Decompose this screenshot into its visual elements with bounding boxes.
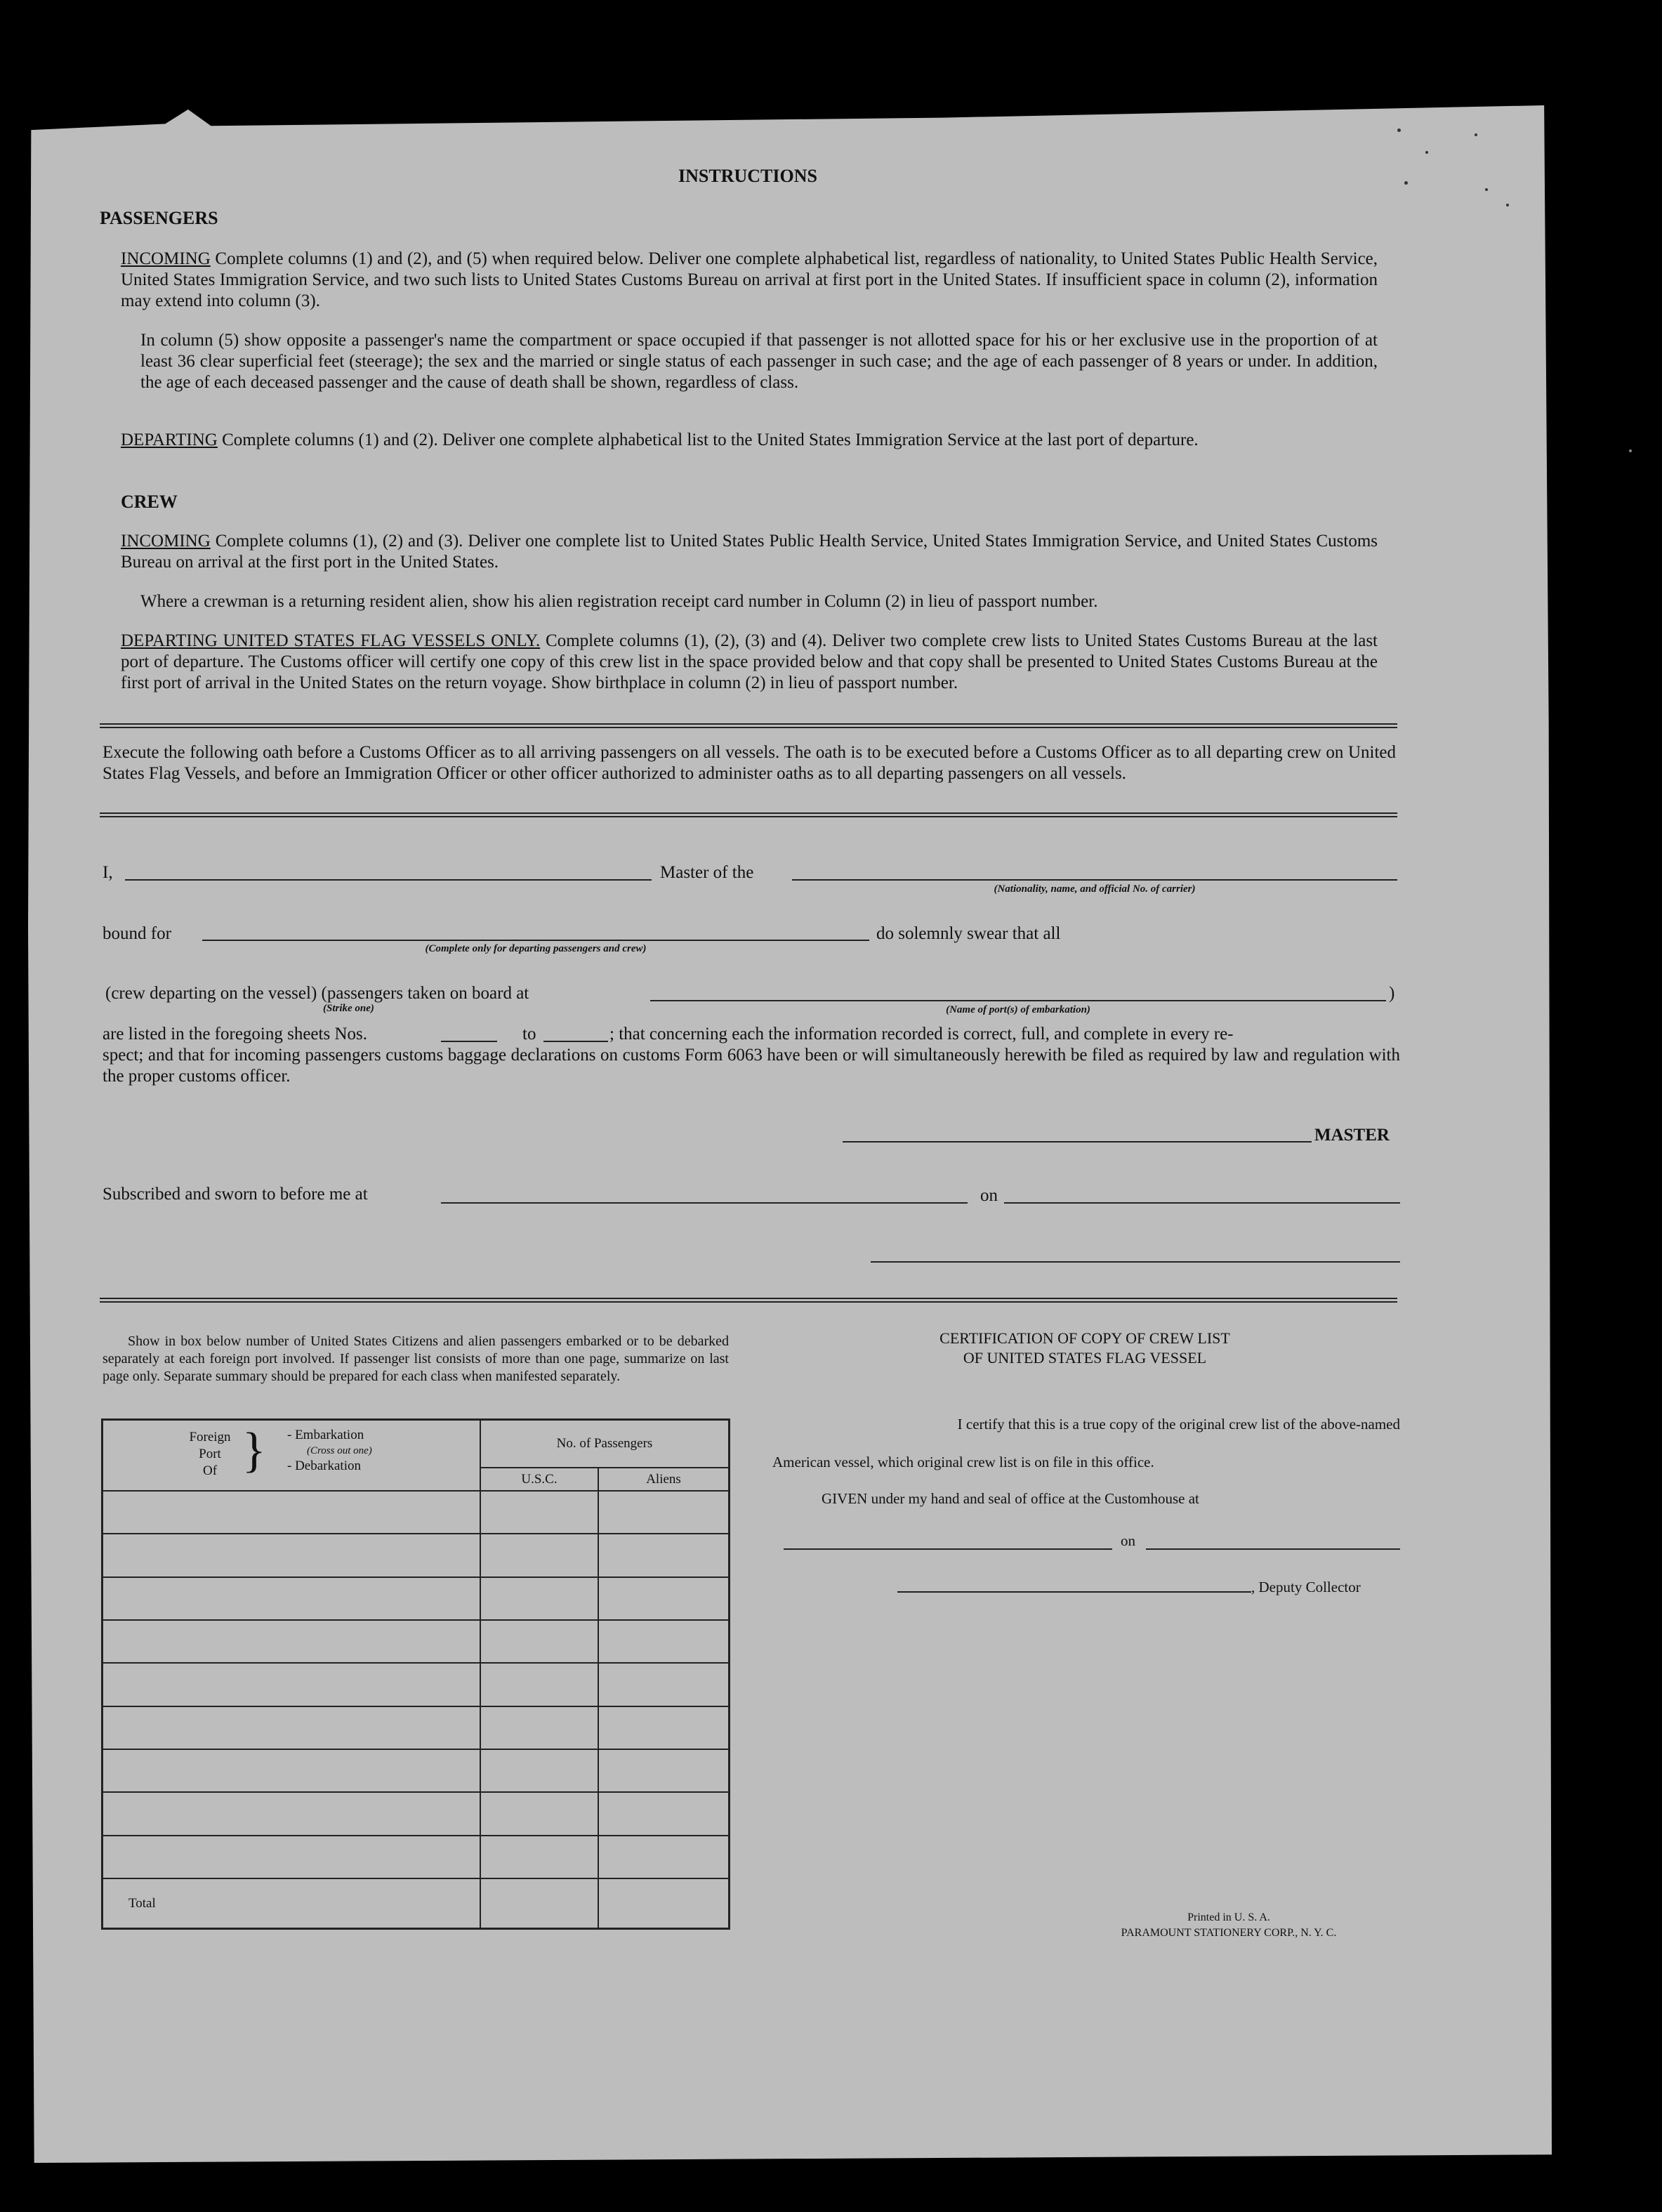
crew-incoming-paragraph <box>121 531 1378 573</box>
listed-closing: spect; and that for incoming passengers customs baggage declarations on customs Form 6063 have been or will simultaneously herewith be filed as required by law and regulation with the proper customs officer. <box>103 1046 1400 1086</box>
table-row <box>103 1792 730 1835</box>
on-label: on <box>980 1186 998 1205</box>
port-cell[interactable] <box>103 1792 481 1835</box>
resident-alien-paragraph: Where a crewman is a returning resident alien, show his alien registration receipt card number in Column (2) in lieu of passport number. <box>140 592 1098 611</box>
master-signature-field[interactable] <box>843 1141 1312 1143</box>
ink-speck <box>1629 449 1632 452</box>
certify-line1: I certify that this is a true copy of the original crew list of the above-named <box>957 1416 1400 1433</box>
table-row <box>103 1577 730 1620</box>
port-caption: (Name of port(s) of embarkation) <box>946 1004 1090 1015</box>
cert-date-field[interactable] <box>1146 1548 1400 1550</box>
embarkation-option[interactable]: - Embarkation <box>287 1428 364 1442</box>
table-row <box>103 1706 730 1749</box>
deputy-signature-field[interactable] <box>897 1591 1251 1593</box>
to-label: to <box>522 1025 536 1044</box>
incoming-label: INCOMING <box>121 249 211 268</box>
master-of-the: Master of the <box>660 863 754 882</box>
usc-cell[interactable] <box>480 1706 598 1749</box>
incoming-text: Complete columns (1) and (2), and (5) when required below. Deliver one complete alphabetical list, regardless of nationality, to United States Public Health Service, United States Immigration Service, and two such lists to United States Customs Bureau on arrival at first port in the United States. If insufficient space in column (2), information may extend into column (3). <box>121 249 1378 310</box>
table-row <box>103 1534 730 1576</box>
table-row <box>103 1620 730 1663</box>
crew-heading: CREW <box>121 492 178 512</box>
port-cell[interactable] <box>103 1663 481 1706</box>
destination-field[interactable] <box>202 940 869 941</box>
destination-caption: (Complete only for departing passengers and crew) <box>425 943 647 954</box>
sworn-date-field[interactable] <box>1004 1202 1400 1204</box>
customhouse-field[interactable] <box>784 1548 1112 1550</box>
instructions-title: INSTRUCTIONS <box>678 166 817 186</box>
section-divider <box>100 1298 1397 1303</box>
passengers-heading: PASSENGERS <box>100 208 218 228</box>
usc-total-cell[interactable] <box>480 1878 598 1928</box>
usc-cell[interactable] <box>480 1534 598 1576</box>
passengers-incoming-paragraph <box>121 249 1378 312</box>
certification-title <box>772 1329 1397 1368</box>
listed-sheets: are listed in the foregoing sheets Nos. <box>103 1025 367 1044</box>
officer-signature-field[interactable] <box>871 1261 1400 1263</box>
port-cell[interactable] <box>103 1836 481 1878</box>
ink-speck <box>1485 188 1488 191</box>
ink-speck <box>1425 151 1428 154</box>
usc-header: U.S.C. <box>480 1468 598 1490</box>
total-row <box>103 1878 730 1928</box>
foreign-label: Foreign <box>189 1430 231 1444</box>
aliens-cell[interactable] <box>598 1577 730 1620</box>
usc-cell[interactable] <box>480 1836 598 1878</box>
crew-incoming-text: Complete columns (1), (2) and (3). Deliver one complete list to United States Public Health Service, United States Immigration Service, and United States Customs Bureau on arrival at the first port in the United States. <box>121 532 1378 572</box>
aliens-cell[interactable] <box>598 1663 730 1706</box>
port-header <box>103 1420 481 1491</box>
table-row <box>103 1491 730 1534</box>
printer-name: PARAMOUNT STATIONERY CORP., N. Y. C. <box>1121 1927 1337 1939</box>
oath-intro: Execute the following oath before a Customs Officer as to all arriving passengers on all vessels. The oath is to be executed before a Customs Officer as to all departing crew on United States Flag Vessels, and before an Immigration Officer or other officer authorized to administer oaths as to all departing passengers on all vessels. <box>103 743 1396 783</box>
certify-line3: GIVEN under my hand and seal of office at the Customhouse at <box>822 1490 1199 1507</box>
passenger-summary-table <box>101 1418 730 1930</box>
close-paren: ) <box>1389 984 1395 1003</box>
printed-in-usa: Printed in U. S. A. <box>1187 1911 1270 1923</box>
usc-cell[interactable] <box>480 1663 598 1706</box>
aliens-cell[interactable] <box>598 1491 730 1534</box>
master-name-field[interactable] <box>125 879 652 881</box>
subscribed-sworn: Subscribed and sworn to before me at <box>103 1185 368 1204</box>
solemnly-swear: do solemnly swear that all <box>876 924 1061 943</box>
crew-departing-label: DEPARTING UNITED STATES FLAG VESSELS ONLY. <box>121 631 541 650</box>
carrier-field[interactable] <box>792 879 1397 881</box>
section-divider <box>100 723 1397 728</box>
aliens-cell[interactable] <box>598 1792 730 1835</box>
sheet-to-field[interactable] <box>543 1041 608 1042</box>
summary-instructions: Show in box below number of United States Citizens and alien passengers embarked or to be debarked separately at each foreign port involved. If passenger list consists of more than one page, summarize on last page only. Separate summary should be prepared for each class when manifested separately. <box>103 1334 729 1384</box>
port-label: Port <box>199 1447 221 1461</box>
certify-line2: American vessel, which original crew list is on file in this office. <box>772 1454 1154 1470</box>
port-cell[interactable] <box>103 1534 481 1576</box>
ink-speck <box>1506 204 1509 206</box>
crew-incoming-label: INCOMING <box>121 532 211 551</box>
cross-out-note: (Cross out one) <box>307 1445 372 1456</box>
debarkation-option[interactable]: - Debarkation <box>287 1459 361 1473</box>
column5-paragraph: In column (5) show opposite a passenger's name the compartment or space occupied if that passenger is not allotted space for his or her exclusive use in the proportion of at least 36 clear superficial feet (steerage); the sex and the married or single status of each passenger in such case; and the age of each passenger of 8 years or under. In addition, the age of each deceased passenger and the cause of death shall be shown, regardless of class. <box>140 331 1378 392</box>
aliens-header: Aliens <box>598 1468 730 1490</box>
aliens-cell[interactable] <box>598 1620 730 1663</box>
oath-i: I, <box>103 863 113 882</box>
certification-title-line1: CERTIFICATION OF COPY OF CREW LIST <box>939 1329 1230 1347</box>
departing-text: Complete columns (1) and (2). Deliver one complete alphabetical list to the United States Immigration Service at the last port of departure. <box>222 430 1199 449</box>
port-cell[interactable] <box>103 1749 481 1792</box>
crew-departing-text: Complete columns (1), (2), (3) and (4). Deliver two complete crew lists to United States Customs Bureau at the last port of departure. The Customs officer will certify one copy of this crew list in the space provided below and that copy shall be presented to United States Customs Bureau at the first port of arrival in the United States on the return voyage. Show birthplace in column (2) in lieu of passport number. <box>121 631 1378 692</box>
aliens-cell[interactable] <box>598 1706 730 1749</box>
no-passengers-header: No. of Passengers <box>480 1420 730 1468</box>
usc-cell[interactable] <box>480 1491 598 1534</box>
brace-icon: } <box>242 1423 266 1477</box>
crew-departing-phrase: (crew departing on the vessel) (passengers taken on board at <box>105 984 529 1003</box>
sworn-location-field[interactable] <box>441 1202 968 1204</box>
passengers-departing-paragraph <box>121 430 1378 451</box>
carrier-caption: (Nationality, name, and official No. of carrier) <box>994 883 1196 895</box>
table-row <box>103 1836 730 1878</box>
cert-on-label: on <box>1121 1532 1135 1549</box>
table-row <box>103 1749 730 1792</box>
port-cell[interactable] <box>103 1577 481 1620</box>
ink-speck <box>1475 133 1477 136</box>
embarkation-port-field[interactable] <box>650 1000 1386 1001</box>
deputy-collector-label: , Deputy Collector <box>1251 1579 1361 1595</box>
crew-departing-paragraph <box>121 631 1378 694</box>
usc-cell[interactable] <box>480 1620 598 1663</box>
of-label: Of <box>202 1463 218 1478</box>
ink-speck <box>1397 129 1401 132</box>
departing-label: DEPARTING <box>121 430 218 449</box>
usc-cell[interactable] <box>480 1792 598 1835</box>
listed-continued: ; that concerning each the information recorded is correct, full, and complete in every re- <box>609 1025 1234 1044</box>
aliens-cell[interactable] <box>598 1534 730 1576</box>
printer-imprint <box>1053 1910 1404 1941</box>
table-row <box>103 1663 730 1706</box>
aliens-total-cell[interactable] <box>598 1878 730 1928</box>
master-label: MASTER <box>1314 1126 1390 1145</box>
port-cell[interactable] <box>103 1620 481 1663</box>
port-cell[interactable] <box>103 1706 481 1749</box>
certification-title-line2: OF UNITED STATES FLAG VESSEL <box>963 1349 1207 1367</box>
port-cell[interactable] <box>103 1491 481 1534</box>
usc-cell[interactable] <box>480 1749 598 1792</box>
bound-for: bound for <box>103 924 171 943</box>
strike-one-caption: (Strike one) <box>323 1003 374 1014</box>
total-label: Total <box>103 1878 481 1928</box>
usc-cell[interactable] <box>480 1577 598 1620</box>
aliens-cell[interactable] <box>598 1836 730 1878</box>
aliens-cell[interactable] <box>598 1749 730 1792</box>
sheet-from-field[interactable] <box>441 1041 497 1042</box>
section-divider <box>100 812 1397 817</box>
